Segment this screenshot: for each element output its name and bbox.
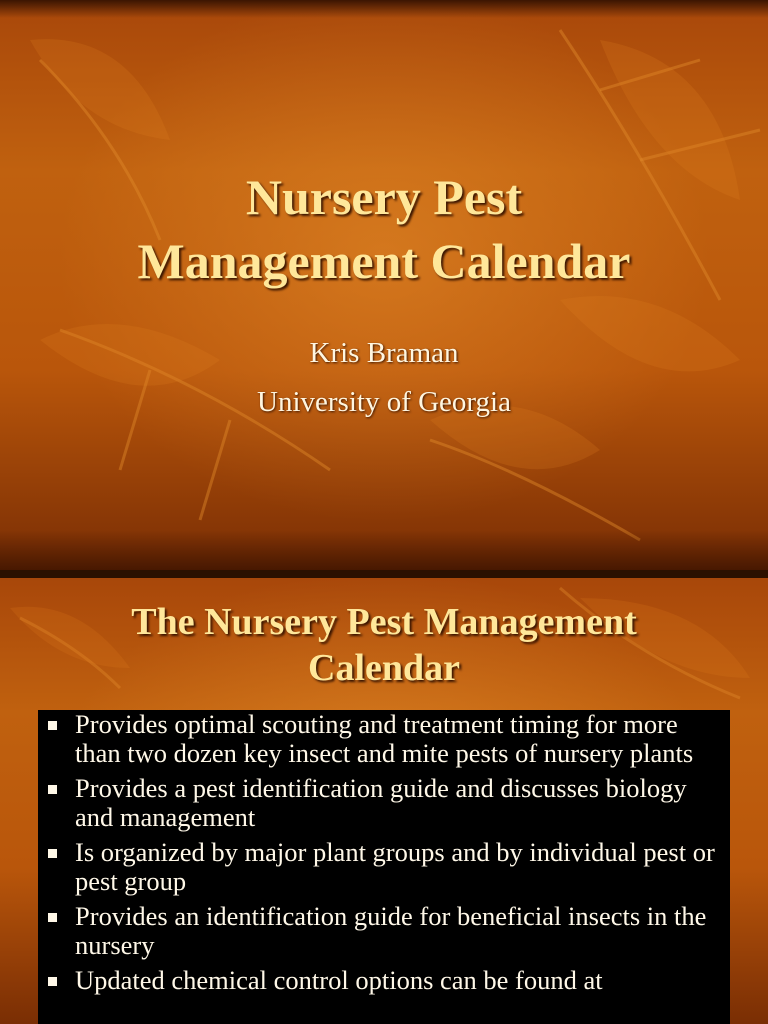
bullet-square-icon (48, 977, 57, 986)
content-slide (0, 578, 768, 1024)
bottom-shadow (0, 530, 768, 570)
author-affiliation: University of Georgia (257, 386, 511, 418)
bullet-square-icon (48, 849, 57, 858)
bullet-text: Is organized by major plant groups and by individual pest or pest group (75, 837, 715, 896)
slide-title (0, 165, 768, 293)
title-line-1: The Nursery Pest Management (131, 601, 637, 643)
list-item (38, 710, 720, 768)
title-line-2: Management Calendar (137, 233, 631, 289)
top-shadow (0, 0, 768, 18)
bullet-list-box (38, 710, 730, 1024)
bullet-text: Provides an identification guide for beneficial insects in the nursery (75, 901, 707, 960)
bullet-square-icon (48, 721, 57, 730)
bullet-list (38, 710, 730, 995)
slide-divider (0, 570, 768, 578)
slide-title (0, 599, 768, 691)
title-line-1: Nursery Pest (245, 169, 523, 225)
list-item (38, 838, 720, 896)
list-item (38, 966, 720, 995)
bullet-text: Provides a pest identification guide and discusses biology and management (75, 773, 687, 832)
bullet-square-icon (48, 785, 57, 794)
title-line-2: Calendar (308, 647, 460, 689)
bullet-text: Updated chemical control options can be found at (75, 965, 603, 995)
author-name: Kris Braman (309, 337, 459, 369)
bullet-text: Provides optimal scouting and treatment timing for more than two dozen key insect and mite pests of nursery plants (75, 709, 694, 768)
bullet-square-icon (48, 913, 57, 922)
list-item (38, 774, 720, 832)
list-item (38, 902, 720, 960)
